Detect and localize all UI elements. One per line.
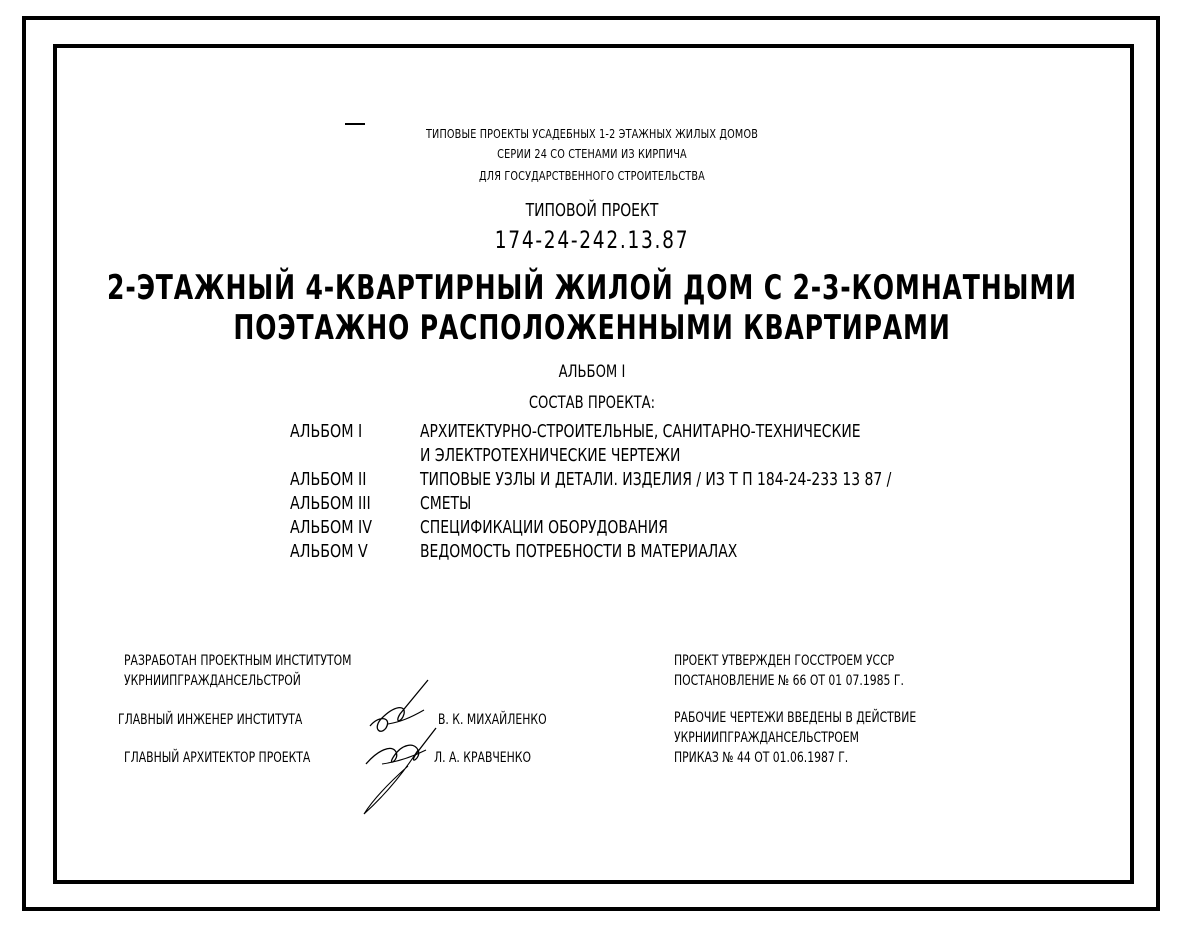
album-code: АЛЬБОМ I <box>290 421 363 442</box>
developer-line-2: УКРНИИПГРАЖДАНСЕЛЬСТРОЙ <box>124 673 301 689</box>
album-row <box>290 492 1050 516</box>
enactment-line-1: РАБОЧИЕ ЧЕРТЕЖИ ВВЕДЕНЫ В ДЕЙСТВИЕ <box>674 710 917 726</box>
album-row <box>290 420 1050 468</box>
developer-line-1: РАЗРАБОТАН ПРОЕКТНЫМ ИНСТИТУТОМ <box>124 653 352 669</box>
album-code: АЛЬБОМ V <box>290 541 368 562</box>
approval-block <box>674 651 904 691</box>
album-description: АРХИТЕКТУРНО-СТРОИТЕЛЬНЫЕ, САНИТАРНО-ТЕХНИЧЕСКИЕ И ЭЛЕКТРОТЕХНИЧЕСКИЕ ЧЕРТЕЖИ <box>420 421 861 466</box>
stray-mark <box>345 123 365 125</box>
album-description: ВЕДОМОСТЬ ПОТРЕБНОСТИ В МАТЕРИАЛАХ <box>420 541 738 562</box>
series-line-1: ТИПОВЫЕ ПРОЕКТЫ УСАДЕБНЫХ 1-2 ЭТАЖНЫХ ЖИЛЫХ ДОМОВ <box>425 126 759 141</box>
album-list <box>290 420 1050 564</box>
album-code: АЛЬБОМ IV <box>290 517 373 538</box>
enactment-line-2: УКРНИИПГРАЖДАНСЕЛЬСТРОЕМ <box>674 730 859 746</box>
album-description: СПЕЦИФИКАЦИИ ОБОРУДОВАНИЯ <box>420 517 668 538</box>
project-number: 174-24-242.13.87 <box>494 226 690 254</box>
approval-line-1: ПРОЕКТ УТВЕРЖДЕН ГОССТРОЕМ УССР <box>674 653 895 669</box>
chief-engineer-name: В. К. МИХАЙЛЕНКО <box>438 712 547 728</box>
composition-heading: СОСТАВ ПРОЕКТА: <box>528 393 656 413</box>
series-line-2: СЕРИИ 24 СО СТЕНАМИ ИЗ КИРПИЧА <box>497 146 687 161</box>
current-album: АЛЬБОМ I <box>558 362 626 382</box>
project-label: ТИПОВОЙ ПРОЕКТ <box>525 200 659 221</box>
developer-block <box>124 651 351 691</box>
title-line-1: 2-ЭТАЖНЫЙ 4-КВАРТИРНЫЙ ЖИЛОЙ ДОМ С 2-3-КОМНАТНЫМИ <box>107 268 1077 308</box>
album-row <box>290 540 1050 564</box>
chief-architect-name: Л. А. КРАВЧЕНКО <box>434 750 532 766</box>
chief-engineer-role: ГЛАВНЫЙ ИНЖЕНЕР ИНСТИТУТА <box>118 712 303 728</box>
enactment-line-3: ПРИКАЗ № 44 ОТ 01.06.1987 Г. <box>674 750 849 766</box>
approval-line-2: ПОСТАНОВЛЕНИЕ № 66 ОТ 01 07.1985 Г. <box>674 673 904 689</box>
album-code: АЛЬБОМ III <box>290 493 371 514</box>
album-row <box>290 516 1050 540</box>
title-line-2: ПОЭТАЖНО РАСПОЛОЖЕННЫМИ КВАРТИРАМИ <box>233 308 951 348</box>
enactment-block <box>674 708 916 768</box>
series-line-3: ДЛЯ ГОСУДАРСТВЕННОГО СТРОИТЕЛЬСТВА <box>479 168 705 183</box>
album-description: СМЕТЫ <box>420 493 472 514</box>
album-code: АЛЬБОМ II <box>290 469 367 490</box>
album-row <box>290 468 1050 492</box>
chief-architect-role: ГЛАВНЫЙ АРХИТЕКТОР ПРОЕКТА <box>124 750 311 766</box>
album-description: ТИПОВЫЕ УЗЛЫ И ДЕТАЛИ. ИЗДЕЛИЯ / ИЗ Т П 184-24-233 13 87 / <box>420 469 892 490</box>
signature-kravchenko <box>356 720 440 820</box>
